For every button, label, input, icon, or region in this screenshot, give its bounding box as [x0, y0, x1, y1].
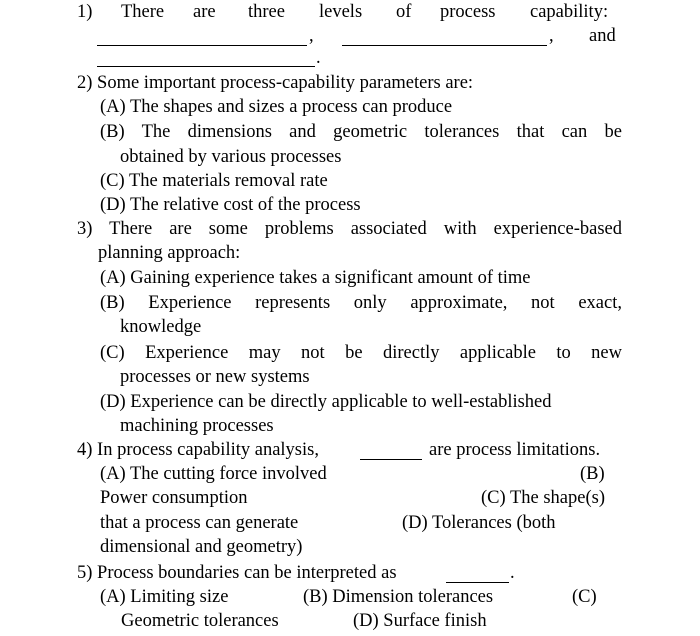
q1-answer-blank-3[interactable] — [97, 48, 315, 67]
q2-stem: 2) Some important process-capability parameters are: — [77, 73, 474, 93]
q1-and: and — [589, 26, 616, 46]
q1-answer-blank-1[interactable] — [97, 27, 307, 46]
q3-option-c-cont: processes or new systems — [120, 367, 310, 387]
q1-answer-blank-2[interactable] — [342, 27, 547, 46]
q3-option-d: (D) Experience can be directly applicable to well-established — [100, 392, 552, 412]
q5-option-c: (C) — [572, 587, 597, 607]
q2-option-b-cont: obtained by various processes — [120, 147, 342, 167]
q1-word: levels — [319, 2, 363, 22]
q1-line-1 — [0, 0, 700, 24]
q2-option-a: (A) The shapes and sizes a process can produce — [100, 97, 453, 117]
q4-option-d-cont: dimensional and geometry) — [100, 537, 303, 557]
q1-comma: , — [309, 26, 314, 46]
q4-option-d: (D) Tolerances (both — [402, 513, 556, 533]
q1-period: . — [316, 48, 321, 68]
q3-stem-cont: planning approach: — [98, 243, 241, 263]
q1-line-2 — [0, 24, 700, 48]
q1-word: are — [193, 2, 216, 22]
q5-option-d: (D) Surface finish — [353, 611, 487, 631]
q4-option-c: (C) The shape(s) — [481, 488, 605, 508]
q1-word: of — [396, 2, 412, 22]
q4-option-a: (A) The cutting force involved — [100, 464, 327, 484]
q1-word: There — [121, 2, 165, 22]
q1-comma: , — [549, 26, 554, 46]
q3-option-a: (A) Gaining experience takes a significant amount of time — [100, 268, 531, 288]
q4-option-c-cont: that a process can generate — [100, 513, 299, 533]
q2-option-d: (D) The relative cost of the process — [100, 195, 361, 215]
q4-option-b-cont: Power consumption — [100, 488, 248, 508]
q5-period: . — [510, 563, 515, 583]
q2-option-b: (B) The dimensions and geometric tolerances that can be — [100, 122, 622, 142]
q4-stem: 4) In process capability analysis, — [77, 440, 319, 460]
q5-option-c-cont: Geometric tolerances — [121, 611, 279, 631]
q1-word: three — [248, 2, 285, 22]
q3-stem: 3) There are some problems associated with experience-based — [77, 219, 622, 239]
q1-word: capability: — [530, 2, 609, 22]
q4-answer-blank[interactable] — [360, 441, 422, 460]
q5-answer-blank[interactable] — [446, 564, 509, 583]
q3-option-d-cont: machining processes — [120, 416, 274, 436]
q5-option-b: (B) Dimension tolerances — [303, 587, 494, 607]
q4-stem-end: are process limitations. — [429, 440, 601, 460]
q5-option-a: (A) Limiting size — [100, 587, 229, 607]
q1-line-3 — [0, 48, 700, 72]
q2-option-c: (C) The materials removal rate — [100, 171, 328, 191]
q1-word: process — [440, 2, 496, 22]
q3-option-c: (C) Experience may not be directly applicable to new — [100, 343, 622, 363]
q5-stem: 5) Process boundaries can be interpreted as — [77, 563, 397, 583]
q3-option-b-cont: knowledge — [120, 317, 202, 337]
q1-number: 1) — [77, 2, 93, 22]
q4-option-b: (B) — [580, 464, 605, 484]
q3-option-b: (B) Experience represents only approximate, not exact, — [100, 293, 622, 313]
